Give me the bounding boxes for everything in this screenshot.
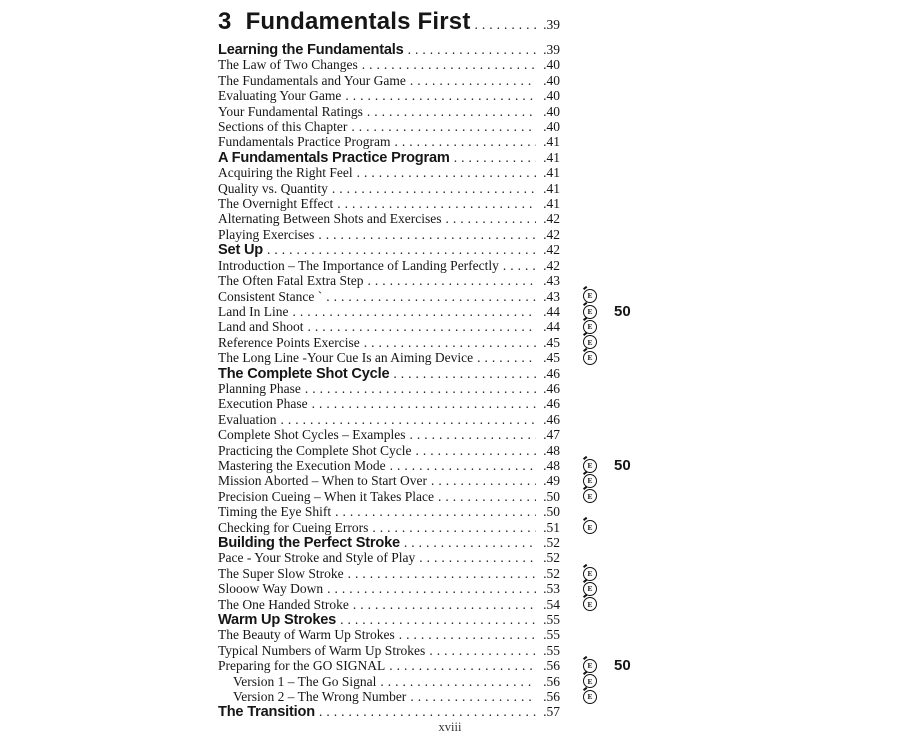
dot-leader [332, 181, 536, 197]
toc-entry-page-number: . 42 [536, 258, 560, 274]
dot-leader [357, 165, 536, 181]
toc-entry [218, 597, 658, 612]
dot-leader [475, 17, 536, 33]
toc-entry-text [218, 520, 560, 536]
toc-entry-page-number: . 52 [536, 566, 560, 582]
chapter-heading [218, 8, 658, 39]
toc-entry-page-number: . 47 [536, 427, 560, 443]
dot-leader [312, 396, 536, 412]
toc-entry [218, 73, 658, 88]
icon-column [560, 489, 610, 503]
toc-entries [218, 42, 658, 720]
toc-entry-page-number: . 55 [536, 627, 560, 643]
toc-entry-page-number: . 40 [536, 73, 560, 89]
toc-entry-text [218, 150, 560, 166]
toc-entry-text [218, 242, 560, 258]
toc-entry-text [218, 674, 560, 690]
toc-entry-text [218, 165, 560, 181]
dot-leader [364, 335, 536, 351]
toc-entry [218, 658, 658, 673]
toc-entry-page-number: . 40 [536, 119, 560, 135]
toc-entry [218, 704, 658, 719]
dot-leader [419, 550, 536, 566]
toc-entry-text [218, 581, 560, 597]
exercise-icon [583, 520, 597, 534]
toc-entry-text [218, 458, 560, 474]
dot-leader [399, 627, 536, 643]
toc-entry-text [218, 489, 560, 505]
toc-entry-text [218, 104, 560, 120]
toc-entry-page-number: . 55 [536, 612, 560, 628]
icon-column [560, 351, 610, 365]
toc-entry-label: The Law of Two Changes [218, 57, 358, 73]
dot-leader [404, 535, 536, 551]
toc-entry-page-number: . 56 [536, 674, 560, 690]
toc-entry-page-number: . 44 [536, 319, 560, 335]
toc-entry [218, 181, 658, 196]
toc-entry-text [218, 119, 560, 135]
toc-entry-page-number: . 46 [536, 366, 560, 382]
toc-entry-label: Typical Numbers of Warm Up Strokes [218, 642, 426, 658]
toc-entry-page-number: . 46 [536, 381, 560, 397]
exercise-icon-glyph: E [587, 322, 593, 332]
toc-entry-page-number: . 43 [536, 273, 560, 289]
toc-entry [218, 396, 658, 411]
exercise-icon-glyph: E [587, 676, 593, 686]
toc-entry-text [218, 566, 560, 582]
toc-entry-page-number: . 40 [536, 104, 560, 120]
toc-entry-label: Timing the Eye Shift [218, 504, 332, 520]
toc-entry-page-number: . 42 [536, 211, 560, 227]
exercise-icon-glyph: E [587, 584, 593, 594]
dot-leader [348, 566, 536, 582]
toc-entry [218, 211, 658, 226]
dot-leader [319, 704, 536, 720]
dot-leader [380, 674, 536, 690]
toc-entry [218, 88, 658, 103]
toc-entry-page-number: . 46 [536, 412, 560, 428]
toc-entry-label: Land In Line [218, 303, 289, 319]
toc-entry-label: The Fundamentals and Your Game [218, 72, 406, 88]
table-of-contents [218, 8, 658, 720]
dot-leader [353, 597, 536, 613]
dot-leader [394, 134, 536, 150]
toc-entry-label: The Super Slow Stroke [218, 565, 344, 581]
dot-leader [340, 612, 536, 628]
dot-leader [389, 658, 536, 674]
exercise-icon-glyph: E [587, 353, 593, 363]
toc-entry-text [218, 550, 560, 566]
toc-entry-text [218, 597, 560, 613]
exercise-icon-glyph: E [587, 692, 593, 702]
toc-entry [218, 196, 658, 211]
exercise-icon [583, 489, 597, 503]
exercise-icon [583, 597, 597, 611]
toc-entry-text [218, 258, 560, 274]
exercise-icon-glyph: E [587, 337, 593, 347]
toc-entry-label: The Often Fatal Extra Step [218, 273, 364, 289]
exercise-icon-glyph: E [587, 522, 593, 532]
dot-leader [335, 504, 536, 520]
toc-entry [218, 273, 658, 288]
toc-entry [218, 258, 658, 273]
toc-entry-page-number: . 40 [536, 57, 560, 73]
toc-entry-page-number: . 48 [536, 458, 560, 474]
toc-entry-page-number: . 56 [536, 658, 560, 674]
toc-entry-label: Planning Phase [218, 380, 301, 396]
toc-entry-text [218, 443, 560, 459]
toc-entry [218, 42, 658, 57]
exercise-icon-glyph: E [587, 568, 593, 578]
toc-entry [218, 458, 658, 473]
exercise-icon-glyph: E [587, 306, 593, 316]
toc-entry-text [218, 304, 560, 320]
toc-entry [218, 134, 658, 149]
toc-entry-text [218, 273, 560, 289]
toc-entry-page-number: . 53 [536, 581, 560, 597]
toc-entry-text [218, 381, 560, 397]
toc-entry [218, 366, 658, 381]
toc-entry-label: Fundamentals Practice Program [218, 134, 391, 150]
toc-entry-page-number: . 52 [536, 535, 560, 551]
toc-entry [218, 381, 658, 396]
dot-leader [410, 689, 536, 705]
cross-reference-page: 50 [614, 303, 631, 321]
toc-entry-page-number: . 56 [536, 689, 560, 705]
toc-entry-text [218, 319, 560, 335]
toc-entry-text [218, 88, 560, 104]
toc-entry-page-number: . 41 [536, 181, 560, 197]
exercise-icon-glyph: E [587, 291, 593, 301]
toc-entry [218, 57, 658, 72]
cross-reference-page: 50 [614, 657, 631, 675]
toc-entry [218, 335, 658, 350]
toc-entry-page-number: . 50 [536, 504, 560, 520]
toc-entry [218, 242, 658, 257]
toc-entry-label: Mastering the Execution Mode [218, 457, 386, 473]
dot-leader [351, 119, 536, 135]
dot-leader [393, 366, 536, 382]
toc-entry [218, 689, 658, 704]
toc-entry-page-number: . 42 [536, 242, 560, 258]
toc-entry [218, 535, 658, 550]
toc-entry [218, 550, 658, 565]
dot-leader [372, 520, 536, 536]
dot-leader [408, 42, 536, 58]
toc-entry [218, 504, 658, 519]
toc-entry-page-number: . 41 [536, 134, 560, 150]
toc-entry [218, 319, 658, 334]
toc-entry-label: Version 2 – The Wrong Number [233, 689, 407, 705]
toc-entry-label: Playing Exercises [218, 226, 315, 242]
exercise-icon [583, 690, 597, 704]
toc-entry-page-number: . 42 [536, 227, 560, 243]
toc-entry [218, 165, 658, 180]
toc-entry-text [218, 42, 560, 58]
toc-entry [218, 520, 658, 535]
toc-entry [218, 227, 658, 242]
icon-column [560, 597, 610, 611]
cross-reference-page: 50 [614, 457, 631, 475]
toc-entry-label: Building the Perfect Stroke [218, 535, 400, 551]
dot-leader [445, 211, 536, 227]
toc-entry [218, 627, 658, 642]
toc-entry-label: The Long Line -Your Cue Is an Aiming Device [218, 350, 474, 366]
toc-entry-page-number: . 54 [536, 597, 560, 613]
dot-leader [390, 458, 536, 474]
toc-entry-page-number: . 48 [536, 443, 560, 459]
toc-entry-label: Evaluating Your Game [218, 88, 342, 104]
toc-entry-label: Reference Points Exercise [218, 334, 360, 350]
dot-leader [292, 304, 536, 320]
icon-column [560, 520, 610, 534]
toc-entry-label: Preparing for the GO SIGNAL [218, 658, 386, 674]
toc-entry-page-number: . 41 [536, 150, 560, 166]
toc-entry-text [218, 473, 560, 489]
toc-entry-text [218, 643, 560, 659]
exercise-icon-glyph: E [587, 460, 593, 470]
toc-entry [218, 412, 658, 427]
chapter-text [218, 8, 560, 36]
toc-entry-text [218, 181, 560, 197]
toc-entry [218, 150, 658, 165]
toc-entry-page-number: . 49 [536, 473, 560, 489]
toc-entry-label: Slooow Way Down [218, 581, 324, 597]
toc-entry-text [218, 504, 560, 520]
toc-entry-page-number: . 43 [536, 289, 560, 305]
toc-entry-text [218, 211, 560, 227]
toc-entry-text [218, 227, 560, 243]
toc-entry-label: Practicing the Complete Shot Cycle [218, 442, 412, 458]
toc-entry-label: Sections of this Chapter [218, 119, 348, 135]
dot-leader [362, 57, 536, 73]
chapter-page-number: . 39 [536, 17, 560, 33]
toc-entry-text [218, 289, 560, 305]
toc-entry-page-number: . 41 [536, 165, 560, 181]
toc-entry-label: The One Handed Stroke [218, 596, 349, 612]
dot-leader [367, 104, 536, 120]
toc-entry [218, 566, 658, 581]
toc-entry-label: Precision Cueing – When it Takes Place [218, 488, 435, 504]
toc-entry-label: The Beauty of Warm Up Strokes [218, 627, 395, 643]
dot-leader [327, 581, 536, 597]
toc-entry [218, 443, 658, 458]
exercise-icon [583, 351, 597, 365]
toc-entry-label: Checking for Cueing Errors [218, 519, 369, 535]
toc-entry-page-number: . 55 [536, 643, 560, 659]
toc-entry-label: Your Fundamental Ratings [218, 103, 363, 119]
toc-entry-label: Complete Shot Cycles – Examples [218, 427, 406, 443]
toc-entry-label: Quality vs. Quantity [218, 180, 328, 196]
toc-entry-page-number: . 45 [536, 350, 560, 366]
toc-entry-text [218, 535, 560, 551]
chapter-title: Fundamentals First [245, 8, 471, 35]
dot-leader [429, 643, 536, 659]
exercise-icon-glyph: E [587, 661, 593, 671]
toc-entry-page-number: . 40 [536, 88, 560, 104]
toc-entry-page-number: . 57 [536, 704, 560, 720]
dot-leader [477, 350, 536, 366]
toc-entry [218, 489, 658, 504]
dot-leader [415, 443, 536, 459]
exercise-icon-glyph: E [587, 599, 593, 609]
toc-entry-page-number: . 46 [536, 396, 560, 412]
toc-entry-label: Consistent Stance ` [218, 288, 323, 304]
toc-entry [218, 581, 658, 596]
toc-entry-label: A Fundamentals Practice Program [218, 149, 450, 166]
dot-leader [345, 88, 536, 104]
toc-entry [218, 612, 658, 627]
toc-entry [218, 473, 658, 488]
dot-leader [337, 196, 536, 212]
toc-entry-page-number: . 50 [536, 489, 560, 505]
toc-entry-text [218, 704, 560, 720]
dot-leader [409, 427, 536, 443]
toc-entry-text [218, 627, 560, 643]
toc-entry [218, 674, 658, 689]
toc-entry [218, 104, 658, 119]
dot-leader [280, 412, 536, 428]
toc-entry [218, 304, 658, 319]
icon-column [560, 690, 610, 704]
toc-entry-page-number: . 39 [536, 42, 560, 58]
exercise-icon-glyph: E [587, 476, 593, 486]
toc-entry-page-number: . 41 [536, 196, 560, 212]
dot-leader [410, 73, 536, 89]
toc-entry-label: Warm Up Strokes [218, 612, 337, 629]
toc-entry-text [218, 412, 560, 428]
toc-entry [218, 643, 658, 658]
toc-entry [218, 289, 658, 304]
toc-entry-label: Learning the Fundamentals [218, 42, 404, 58]
toc-entry [218, 427, 658, 442]
toc-entry-page-number: . 44 [536, 304, 560, 320]
page-folio: xviii [438, 720, 462, 734]
toc-entry-page-number: . 52 [536, 550, 560, 566]
toc-entry-label: The Complete Shot Cycle [218, 365, 390, 382]
toc-entry-label: Acquiring the Right Feel [218, 165, 353, 181]
toc-entry-label: Land and Shoot [218, 319, 304, 335]
toc-entry-label: Introduction – The Importance of Landing Perfectly [218, 257, 499, 273]
toc-entry-text [218, 196, 560, 212]
toc-entry-page-number: . 45 [536, 335, 560, 351]
toc-entry-label: Set Up [218, 242, 264, 259]
toc-entry-text [218, 427, 560, 443]
exercise-icon-glyph: E [587, 491, 593, 501]
toc-entry-label: Execution Phase [218, 396, 308, 412]
toc-entry-text [218, 134, 560, 150]
toc-entry-page-number: . 51 [536, 520, 560, 536]
chapter-number: 3 [218, 8, 232, 35]
toc-entry-label: Alternating Between Shots and Exercises [218, 211, 442, 227]
dot-leader [308, 319, 537, 335]
toc-entry-text [218, 396, 560, 412]
dot-leader [267, 242, 536, 258]
dot-leader [454, 150, 536, 166]
toc-entry-text [218, 612, 560, 628]
dot-leader [438, 489, 536, 505]
toc-entry-text [218, 366, 560, 382]
toc-entry-text [218, 350, 560, 366]
toc-entry-label: Mission Aborted – When to Start Over [218, 473, 427, 489]
dot-leader [326, 289, 536, 305]
dot-leader [367, 273, 536, 289]
toc-entry-label: The Transition [218, 704, 315, 721]
dot-leader [305, 381, 536, 397]
toc-entry-text [218, 658, 560, 674]
toc-entry-label: Pace - Your Stroke and Style of Play [218, 550, 416, 566]
dot-leader [431, 473, 536, 489]
toc-entry-text [218, 689, 560, 705]
toc-entry [218, 119, 658, 134]
toc-entry-text [218, 335, 560, 351]
toc-entry-label: The Overnight Effect [218, 196, 334, 212]
dot-leader [318, 227, 536, 243]
toc-entry-label: Version 1 – The Go Signal [233, 673, 377, 689]
toc-entry-text [218, 57, 560, 73]
toc-entry-label: Evaluation [218, 411, 277, 427]
dot-leader [503, 258, 536, 274]
toc-entry-text [218, 73, 560, 89]
toc-entry [218, 350, 658, 365]
